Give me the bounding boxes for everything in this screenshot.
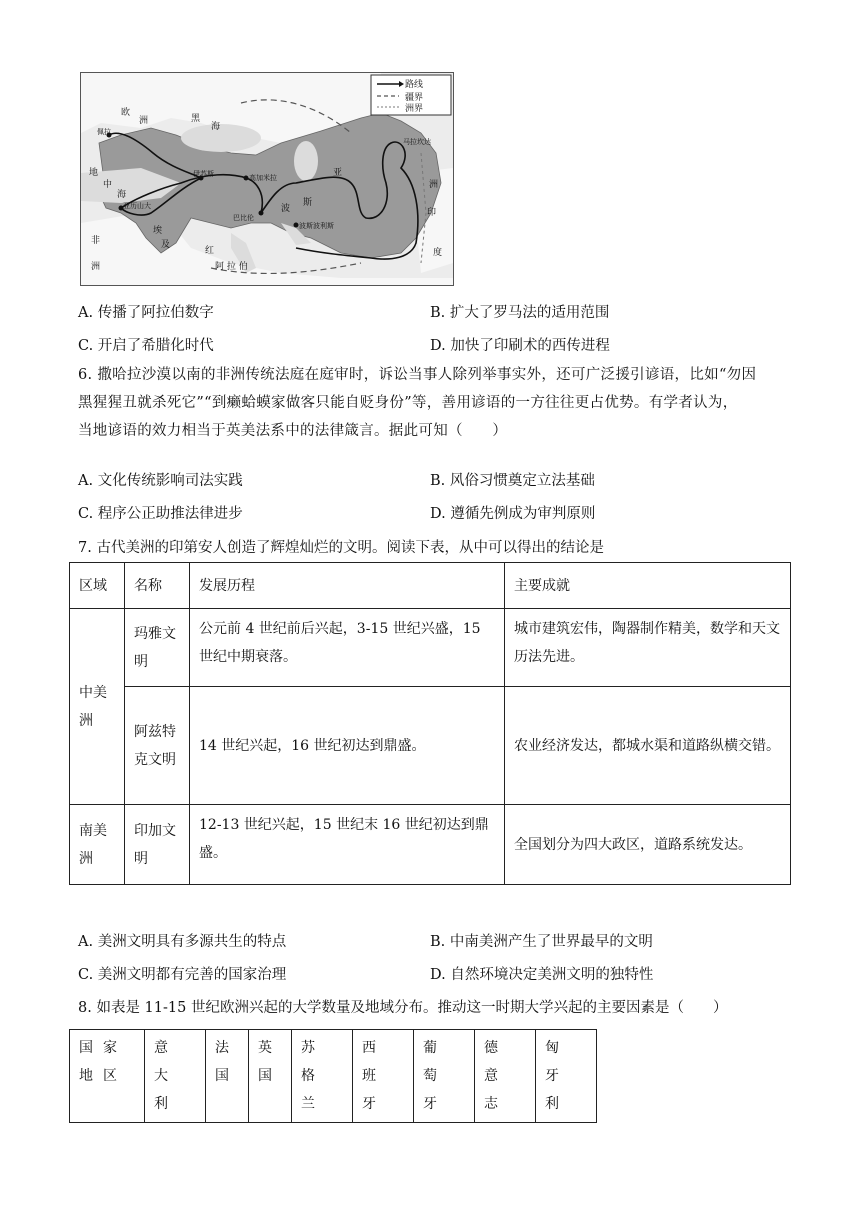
q7-option-c: C. 美洲文明都有完善的国家治理	[78, 967, 287, 983]
map-label-egypt-2: 及	[161, 240, 171, 250]
table-header-cell: 法国	[206, 1030, 249, 1123]
table-header-cell: 主要成就	[505, 563, 791, 609]
map-label-asia-2: 洲	[429, 180, 439, 190]
table-header-cell: 名称	[125, 563, 190, 609]
legend-continent-label: 洲界	[405, 104, 424, 114]
map-label-europe-1: 欧	[121, 108, 131, 118]
legend-route-label: 路线	[405, 80, 424, 90]
table-header-row	[70, 1030, 597, 1123]
table-cell-achievement: 农业经济发达，都城水渠和道路纵横交错。	[505, 687, 791, 805]
q7-table	[69, 562, 791, 885]
q6-stem	[78, 361, 798, 445]
table-cell-achievement: 城市建筑宏伟，陶器制作精美，数学和天文历法先进。	[505, 609, 791, 687]
map-label-issus: 伊苏斯	[193, 170, 214, 178]
map-label-black-sea: 黑	[191, 114, 201, 124]
table-cell-region: 中美洲	[70, 609, 125, 805]
q6-option-c: C. 程序公正助推法律进步	[78, 506, 243, 522]
map-label-arabia: 阿 拉 伯	[215, 262, 248, 272]
table-row	[70, 609, 791, 687]
map-label-india-1: 印	[427, 208, 437, 218]
table-cell-history: 14 世纪兴起，16 世纪初达到鼎盛。	[190, 687, 505, 805]
table-header-cell: 英国	[249, 1030, 292, 1123]
map-label-babylon: 巴比伦	[233, 214, 254, 222]
q7-option-a: A. 美洲文明具有多源共生的特点	[78, 934, 287, 950]
map-label-med-1: 地	[89, 168, 99, 178]
map-label-persia-2: 斯	[303, 198, 313, 208]
table-header-cell: 德意志	[475, 1030, 536, 1123]
table-header-cell: 意大利	[145, 1030, 206, 1123]
legend-border-label: 疆界	[405, 93, 424, 103]
map-label-sea: 海	[211, 122, 221, 132]
q7-option-b: B. 中南美洲产生了世界最早的文明	[430, 934, 653, 950]
table-cell-history: 公元前 4 世纪前后兴起，3-15 世纪兴盛，15 世纪中期衰落。	[190, 609, 505, 687]
map-label-persepolis: 波斯波利斯	[299, 222, 334, 230]
table-header-cell: 苏格兰	[292, 1030, 353, 1123]
map-label-asia-1: 亚	[333, 168, 343, 178]
map-label-africa-2: 洲	[91, 262, 101, 272]
q8-table	[69, 1029, 597, 1123]
map-label-pella: 佩拉	[97, 128, 111, 136]
table-row	[70, 805, 791, 885]
map-label-med-3: 海	[117, 190, 127, 200]
table-cell-name: 玛雅文明	[125, 609, 190, 687]
table-header-cell: 西班牙	[353, 1030, 414, 1123]
table-cell-history: 12-13 世纪兴起，15 世纪末 16 世纪初达到鼎盛。	[190, 805, 505, 885]
table-header-cell: 区域	[70, 563, 125, 609]
table-cell-name: 阿兹特克文明	[125, 687, 190, 805]
q6-option-a: A. 文化传统影响司法实践	[78, 473, 243, 489]
q6-option-b: B. 风俗习惯奠定立法基础	[430, 473, 595, 489]
table-header-cell: 国家地区	[70, 1030, 145, 1123]
q5-option-a: A. 传播了阿拉伯数字	[78, 305, 214, 321]
alexander-campaign-map	[80, 72, 454, 286]
table-cell-name: 印加文明	[125, 805, 190, 885]
q8-stem: 8. 如表是 11-15 世纪欧洲兴起的大学数量及地域分布。推动这一时期大学兴起的主要因素是（ ）	[78, 1000, 728, 1016]
map-label-africa-1: 非	[91, 236, 101, 246]
map-label-maracanda: 马拉坎达	[403, 138, 431, 146]
table-cell-achievement: 全国划分为四大政区，道路系统发达。	[505, 805, 791, 885]
table-header-cell: 发展历程	[190, 563, 505, 609]
map-label-med-2: 中	[103, 180, 113, 190]
q7-stem: 7. 古代美洲的印第安人创造了辉煌灿烂的文明。阅读下表，从中可以得出的结论是	[78, 540, 604, 556]
q5-option-b: B. 扩大了罗马法的适用范围	[430, 305, 610, 321]
q6-option-d: D. 遵循先例成为审判原则	[430, 506, 596, 522]
table-header-cell: 葡萄牙	[414, 1030, 475, 1123]
map-label-europe-2: 洲	[139, 116, 149, 126]
table-cell-region: 南美洲	[70, 805, 125, 885]
map-label-gaugamela: 高加米拉	[249, 174, 277, 182]
table-row	[70, 687, 791, 805]
map-label-persia-1: 波	[281, 204, 291, 214]
q7-option-d: D. 自然环境决定美洲文明的独特性	[430, 967, 654, 983]
q5-option-c: C. 开启了希腊化时代	[78, 338, 214, 354]
map-label-red-sea: 红	[205, 246, 215, 256]
q5-option-d: D. 加快了印刷术的西传进程	[430, 338, 610, 354]
table-header-cell: 匈牙利	[536, 1030, 597, 1123]
table-header-row	[70, 563, 791, 609]
q6-stem-line-3: 当地谚语的效力相当于英美法系中的法律箴言。据此可知（ ）	[78, 423, 508, 439]
map-label-india-2: 度	[433, 248, 443, 258]
map-label-egypt-1: 埃	[153, 226, 163, 236]
q6-stem-line-1: 6. 撒哈拉沙漠以南的非洲传统法庭在庭审时，诉讼当事人除列举事实外，还可广泛援引谚语，比如“勿因	[78, 367, 757, 383]
q6-stem-line-2: 黑猩猩丑就杀死它”“到癞蛤蟆家做客只能自贬身份”等，善用谚语的一方往往更占优势。有学者认为，	[78, 395, 738, 411]
map-label-alexandria: 亚历山大	[123, 202, 151, 210]
